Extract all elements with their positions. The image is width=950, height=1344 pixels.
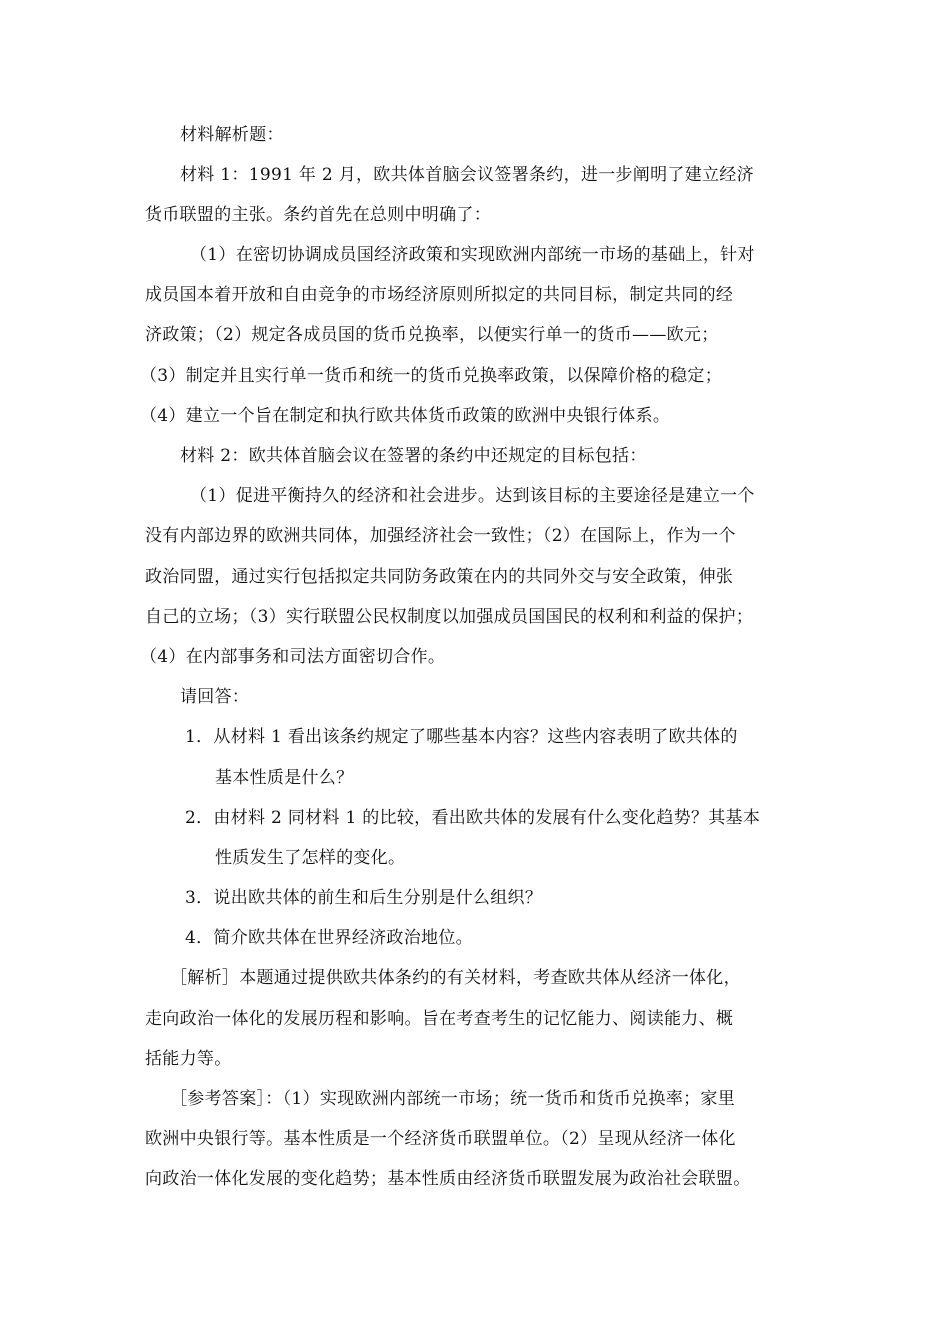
material-1-item-line: 成员国本着开放和自由竞争的市场经济原则所拟定的共同目标，制定共同的经 bbox=[145, 285, 734, 305]
material-2-line: 材料 2：欧共体首脑会议在签署的条约中还规定的目标包括： bbox=[180, 446, 647, 466]
material-1-line: 货币联盟的主张。条约首先在总则中明确了： bbox=[145, 205, 491, 225]
material-1-item-line: （1）在密切协调成员国经济政策和实现欧洲内部统一市场的基础上，针对 bbox=[190, 245, 755, 265]
analysis-line: 走向政治一体化的发展历程和影响。旨在考查考生的记忆能力、阅读能力、概 bbox=[145, 1009, 734, 1029]
question-line: 基本性质是什么？ bbox=[215, 768, 354, 788]
material-2-item-line: 政治同盟，通过实行包括拟定共同防务政策在内的共同外交与安全政策，伸张 bbox=[145, 567, 734, 587]
question-line: 3．说出欧共体的前生和后生分别是什么组织？ bbox=[185, 888, 543, 908]
question-line: 性质发生了怎样的变化。 bbox=[215, 848, 406, 868]
section-heading: 材料解析题： bbox=[180, 125, 284, 145]
material-2-item-line: （1）促进平衡持久的经济和社会进步。达到该目标的主要途径是建立一个 bbox=[190, 486, 755, 506]
material-1-line: 材料 1：1991 年 2 月，欧共体首脑会议签署条约，进一步阐明了建立经济 bbox=[180, 165, 754, 185]
question-line: 4．简介欧共体在世界经济政治地位。 bbox=[185, 928, 473, 948]
question-line: 1．从材料 1 看出该条约规定了哪些基本内容？这些内容表明了欧共体的 bbox=[185, 727, 738, 747]
answer-line: 向政治一体化发展的变化趋势；基本性质由经济货币联盟发展为政治社会联盟。 bbox=[145, 1169, 751, 1189]
material-2-item-line: 没有内部边界的欧洲共同体，加强经济社会一致性；（2）在国际上，作为一个 bbox=[145, 526, 736, 546]
analysis-line: ［解析］本题通过提供欧共体条约的有关材料，考查欧共体从经济一体化， bbox=[170, 968, 741, 988]
analysis-line: 括能力等。 bbox=[145, 1049, 232, 1069]
material-1-item-line: （3）制定并且实行单一货币和统一的货币兑换率政策，以保障价格的稳定； bbox=[140, 366, 723, 386]
material-1-item-line: 济政策；（2）规定各成员国的货币兑换率，以便实行单一的货币——欧元； bbox=[145, 325, 719, 345]
material-2-item-line: （4）在内部事务和司法方面密切合作。 bbox=[140, 647, 446, 667]
question-line: 2．由材料 2 同材料 1 的比较，看出欧共体的发展有什么变化趋势？其基本 bbox=[185, 808, 761, 828]
material-1-item-line: （4）建立一个旨在制定和执行欧共体货币政策的欧洲中央银行体系。 bbox=[140, 406, 671, 426]
answer-line: ［参考答案］：（1）实现欧洲内部统一市场；统一货币和货币兑换率；家里 bbox=[170, 1089, 736, 1109]
prompt-label: 请回答： bbox=[180, 687, 250, 707]
answer-line: 欧洲中央银行等。基本性质是一个经济货币联盟单位。（2）呈现从经济一体化 bbox=[145, 1129, 736, 1149]
material-2-item-line: 自己的立场；（3）实行联盟公民权制度以加强成员国国民的权利和利益的保护； bbox=[145, 607, 754, 627]
